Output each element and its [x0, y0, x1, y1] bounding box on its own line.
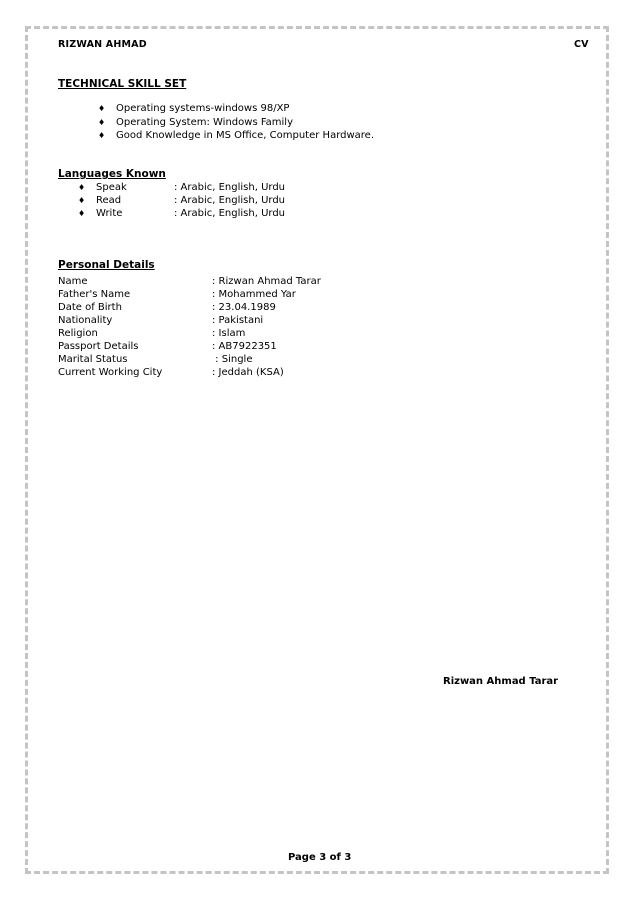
language-value: : Arabic, English, Urdu — [174, 195, 286, 206]
technical-skill-item: Operating System: Windows Family — [116, 117, 294, 128]
technical-skill-item: Operating systems-windows 98/XP — [116, 103, 290, 114]
diamond-bullet-icon: ♦ — [78, 209, 86, 218]
diamond-bullet-icon: ♦ — [98, 118, 106, 127]
language-label: Speak — [96, 182, 127, 193]
diamond-bullet-icon: ♦ — [98, 131, 106, 140]
languages-title: Languages Known — [58, 168, 166, 180]
personal-value: : Mohammed Yar — [212, 289, 296, 300]
technical-skill-title: TECHNICAL SKILL SET — [58, 78, 187, 90]
technical-skill-item: Good Knowledge in MS Office, Computer Hardware. — [116, 130, 375, 141]
personal-label: Name — [58, 276, 88, 287]
personal-label: Religion — [58, 328, 98, 339]
diamond-bullet-icon: ♦ — [98, 104, 106, 113]
diamond-bullet-icon: ♦ — [78, 183, 86, 192]
personal-label: Marital Status — [58, 354, 128, 365]
personal-value: : Rizwan Ahmad Tarar — [212, 276, 321, 287]
personal-label: Father's Name — [58, 289, 131, 300]
personal-label: Passport Details — [58, 341, 139, 352]
header-name: RIZWAN AHMAD — [58, 39, 147, 50]
language-label: Write — [96, 208, 123, 219]
personal-value: : Jeddah (KSA) — [212, 367, 284, 378]
personal-label: Current Working City — [58, 367, 163, 378]
diamond-bullet-icon: ♦ — [78, 196, 86, 205]
language-value: : Arabic, English, Urdu — [174, 208, 286, 219]
personal-value: : Islam — [212, 328, 246, 339]
personal-details-title: Personal Details — [58, 259, 155, 271]
signature-name: Rizwan Ahmad Tarar — [443, 676, 559, 687]
personal-value: : AB7922351 — [212, 341, 277, 352]
personal-value: : 23.04.1989 — [212, 302, 276, 313]
header-doc-type: CV — [574, 39, 589, 50]
language-label: Read — [96, 195, 122, 206]
page-number: Page 3 of 3 — [288, 852, 352, 863]
language-value: : Arabic, English, Urdu — [174, 182, 286, 193]
personal-label: Nationality — [58, 315, 113, 326]
personal-label: Date of Birth — [58, 302, 122, 313]
page-border — [25, 26, 609, 874]
personal-value: : Pakistani — [212, 315, 264, 326]
personal-value: : Single — [212, 354, 253, 365]
